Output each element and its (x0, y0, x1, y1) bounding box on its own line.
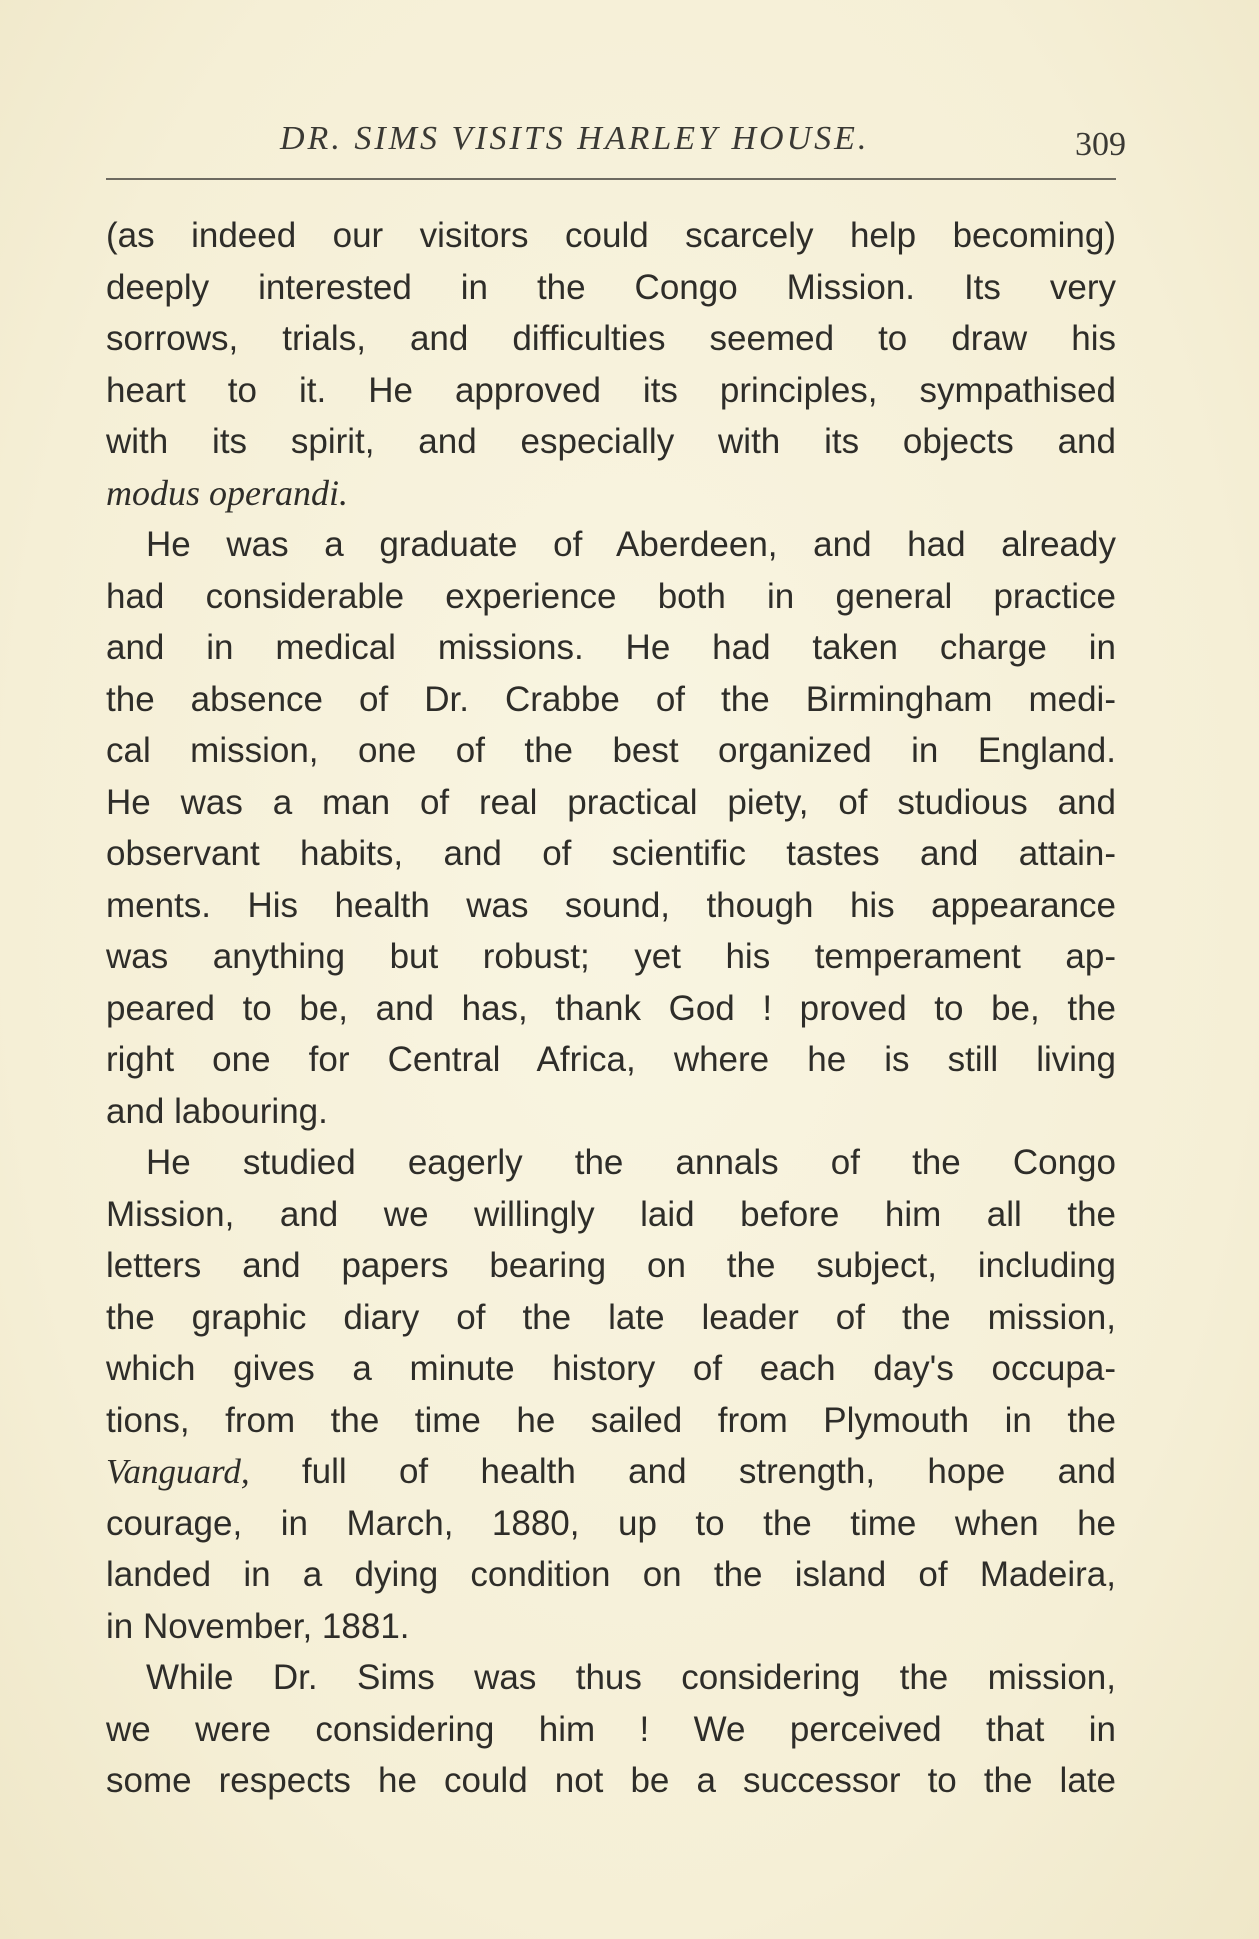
page-number: 309 (1075, 126, 1126, 163)
text-line: courage, in March, 1880, up to the time when he (106, 1503, 1116, 1543)
text-line-remainder: full of health and strength, hope and (301, 1452, 1116, 1491)
text-line: ments. His health was sound, though his appearance (106, 885, 1116, 925)
text-line: the absence of Dr. Crabbe of the Birmingham medi- (106, 679, 1116, 719)
text-line: the graphic diary of the late leader of the mission, (106, 1297, 1116, 1337)
paragraph-start-line: He was a graduate of Aberdeen, and had already (146, 525, 1116, 564)
text-line: landed in a dying condition on the island of Madeira, (106, 1555, 1116, 1594)
ship-name: Vanguard, (106, 1452, 250, 1491)
text-line: which gives a minute history of each day's occupa- (106, 1349, 1116, 1388)
text-line: with its spirit, and especially with its objects and (106, 422, 1116, 461)
text-line-with-ship-name (106, 1446, 1116, 1498)
text-line: Mission, and we willingly laid before him all the (106, 1194, 1116, 1234)
text-line: tions, from the time he sailed from Plymouth in the (106, 1400, 1116, 1440)
text-line-italic: modus operandi. (106, 472, 348, 513)
running-head (106, 112, 1126, 162)
body-text (106, 210, 1116, 1807)
text-line: and in medical missions. He had taken charge in (106, 628, 1116, 667)
text-line: sorrows, trials, and difficulties seemed to draw his (106, 319, 1116, 358)
text-line: observant habits, and of scientific tastes and attain- (106, 834, 1116, 873)
text-line: cal mission, one of the best organized in England. (106, 731, 1116, 770)
text-line: heart to it. He approved its principles, sympathised (106, 370, 1116, 410)
text-line: we were considering him ! We perceived that in (106, 1709, 1116, 1749)
paragraph-start-line: He studied eagerly the annals of the Congo (146, 1143, 1116, 1182)
header-rule (106, 178, 1116, 180)
text-line: in November, 1881. (106, 1606, 410, 1646)
text-line: letters and papers bearing on the subject, including (106, 1246, 1116, 1285)
running-title: DR. SIMS VISITS HARLEY HOUSE. (280, 120, 870, 157)
text-line: had considerable experience both in general practice (106, 576, 1116, 616)
paragraph-start-line: While Dr. Sims was thus considering the mission, (146, 1658, 1116, 1697)
text-line: was anything but robust; yet his temperament ap- (106, 937, 1116, 976)
text-line: some respects he could not be a successor to the late (106, 1761, 1116, 1800)
text-line: (as indeed our visitors could scarcely help becoming) (106, 216, 1116, 255)
text-line: peared to be, and has, thank God ! proved to be, the (106, 988, 1116, 1028)
text-line: deeply interested in the Congo Mission. Its very (106, 267, 1116, 307)
text-line: right one for Central Africa, where he is still living (106, 1040, 1116, 1079)
text-line: and labouring. (106, 1091, 328, 1131)
text-line: He was a man of real practical piety, of studious and (106, 782, 1116, 822)
